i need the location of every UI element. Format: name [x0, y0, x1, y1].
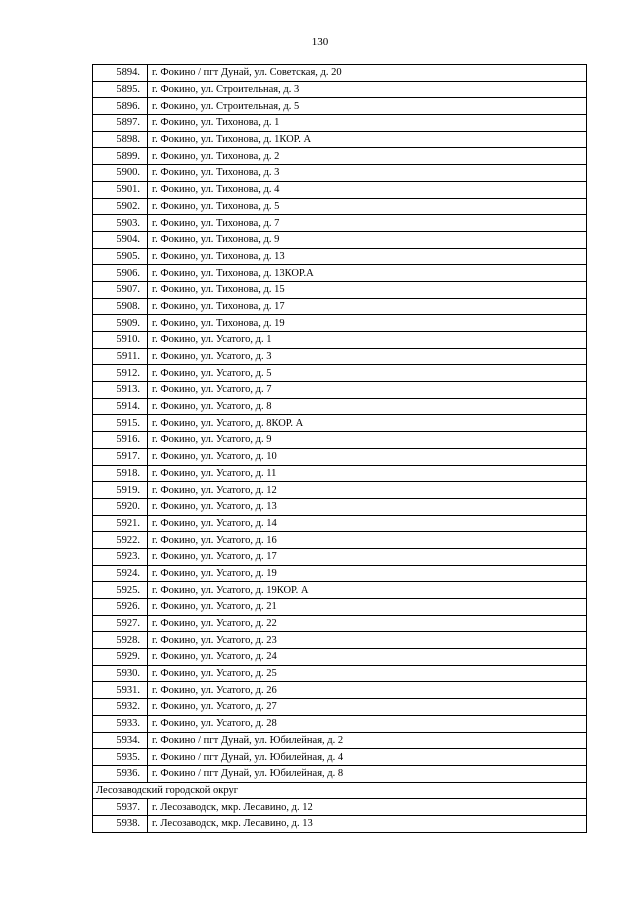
row-address: г. Фокино, ул. Тихонова, д. 7 — [148, 215, 587, 232]
table-row — [93, 482, 587, 499]
table-row — [93, 332, 587, 349]
address-table-body — [93, 65, 587, 833]
row-number: 5928. — [93, 632, 148, 649]
table-row — [93, 582, 587, 599]
table-row — [93, 799, 587, 816]
table-row — [93, 215, 587, 232]
row-number: 5916. — [93, 432, 148, 449]
table-row — [93, 298, 587, 315]
row-number: 5919. — [93, 482, 148, 499]
row-number: 5935. — [93, 749, 148, 766]
row-number: 5897. — [93, 115, 148, 132]
table-row — [93, 465, 587, 482]
row-address: г. Фокино, ул. Строительная, д. 3 — [148, 81, 587, 98]
row-number: 5917. — [93, 448, 148, 465]
table-row — [93, 432, 587, 449]
row-number: 5903. — [93, 215, 148, 232]
row-number: 5898. — [93, 131, 148, 148]
table-row — [93, 565, 587, 582]
row-address: г. Фокино, ул. Тихонова, д. 2 — [148, 148, 587, 165]
table-row — [93, 231, 587, 248]
table-row — [93, 548, 587, 565]
row-address: г. Фокино, ул. Усатого, д. 17 — [148, 548, 587, 565]
table-row — [93, 398, 587, 415]
row-address: г. Фокино, ул. Усатого, д. 8КОР. А — [148, 415, 587, 432]
row-address: г. Фокино, ул. Усатого, д. 9 — [148, 432, 587, 449]
row-address: г. Фокино, ул. Усатого, д. 16 — [148, 532, 587, 549]
row-address: г. Фокино, ул. Усатого, д. 23 — [148, 632, 587, 649]
row-number: 5938. — [93, 815, 148, 832]
row-number: 5926. — [93, 599, 148, 616]
table-row — [93, 315, 587, 332]
row-number: 5925. — [93, 582, 148, 599]
table-row — [93, 732, 587, 749]
table-row — [93, 448, 587, 465]
row-number: 5904. — [93, 231, 148, 248]
table-row — [93, 815, 587, 832]
row-address: г. Фокино, ул. Тихонова, д. 1 — [148, 115, 587, 132]
row-address: г. Фокино, ул. Усатого, д. 24 — [148, 649, 587, 666]
row-number: 5909. — [93, 315, 148, 332]
row-number: 5908. — [93, 298, 148, 315]
row-number: 5931. — [93, 682, 148, 699]
table-row — [93, 599, 587, 616]
page-number: 130 — [311, 36, 329, 48]
row-number: 5937. — [93, 799, 148, 816]
group-header: Лесозаводский городской округ — [93, 782, 587, 799]
table-row — [93, 281, 587, 298]
table-row — [93, 365, 587, 382]
row-address: г. Фокино, ул. Тихонова, д. 17 — [148, 298, 587, 315]
table-row — [93, 715, 587, 732]
row-address: г. Фокино, ул. Усатого, д. 21 — [148, 599, 587, 616]
row-address: г. Фокино, ул. Усатого, д. 11 — [148, 465, 587, 482]
row-number: 5922. — [93, 532, 148, 549]
row-address: г. Фокино, ул. Усатого, д. 19 — [148, 565, 587, 582]
row-address: г. Фокино / пгт Дунай, ул. Советская, д. 20 — [148, 65, 587, 82]
table-row — [93, 649, 587, 666]
table-row — [93, 115, 587, 132]
row-address: г. Фокино, ул. Тихонова, д. 9 — [148, 231, 587, 248]
table-row — [93, 265, 587, 282]
row-address: г. Фокино, ул. Тихонова, д. 5 — [148, 198, 587, 215]
table-row — [93, 165, 587, 182]
table-row — [93, 181, 587, 198]
row-number: 5923. — [93, 548, 148, 565]
row-address: г. Фокино, ул. Тихонова, д. 4 — [148, 181, 587, 198]
row-number: 5915. — [93, 415, 148, 432]
row-number: 5913. — [93, 382, 148, 399]
row-address: г. Фокино, ул. Усатого, д. 7 — [148, 382, 587, 399]
row-number: 5896. — [93, 98, 148, 115]
row-address: г. Фокино, ул. Усатого, д. 25 — [148, 665, 587, 682]
row-number: 5936. — [93, 765, 148, 782]
row-address: г. Фокино, ул. Тихонова, д. 19 — [148, 315, 587, 332]
row-address: г. Фокино, ул. Усатого, д. 26 — [148, 682, 587, 699]
table-row — [93, 665, 587, 682]
table-row — [93, 615, 587, 632]
table-row — [93, 148, 587, 165]
row-number: 5899. — [93, 148, 148, 165]
table-row — [93, 131, 587, 148]
row-address: г. Фокино / пгт Дунай, ул. Юбилейная, д. 8 — [148, 765, 587, 782]
row-number: 5918. — [93, 465, 148, 482]
row-address: г. Фокино, ул. Усатого, д. 1 — [148, 332, 587, 349]
row-address: г. Лесозаводск, мкр. Лесавино, д. 12 — [148, 799, 587, 816]
row-address: г. Лесозаводск, мкр. Лесавино, д. 13 — [148, 815, 587, 832]
table-row — [93, 515, 587, 532]
row-address: г. Фокино, ул. Тихонова, д. 15 — [148, 281, 587, 298]
table-row — [93, 382, 587, 399]
row-number: 5900. — [93, 165, 148, 182]
table-row — [93, 749, 587, 766]
address-table — [92, 64, 587, 833]
table-row — [93, 248, 587, 265]
row-number: 5920. — [93, 498, 148, 515]
row-address: г. Фокино, ул. Тихонова, д. 1КОР. А — [148, 131, 587, 148]
table-row — [93, 98, 587, 115]
row-address: г. Фокино, ул. Усатого, д. 10 — [148, 448, 587, 465]
row-number: 5924. — [93, 565, 148, 582]
row-number: 5927. — [93, 615, 148, 632]
row-address: г. Фокино, ул. Тихонова, д. 13КОР.А — [148, 265, 587, 282]
row-address: г. Фокино / пгт Дунай, ул. Юбилейная, д. 4 — [148, 749, 587, 766]
row-number: 5895. — [93, 81, 148, 98]
table-row — [93, 81, 587, 98]
row-address: г. Фокино, ул. Усатого, д. 3 — [148, 348, 587, 365]
row-number: 5921. — [93, 515, 148, 532]
row-address: г. Фокино, ул. Усатого, д. 19КОР. А — [148, 582, 587, 599]
row-address: г. Фокино, ул. Усатого, д. 13 — [148, 498, 587, 515]
table-row — [93, 699, 587, 716]
row-number: 5933. — [93, 715, 148, 732]
row-number: 5910. — [93, 332, 148, 349]
table-row — [93, 198, 587, 215]
row-address: г. Фокино, ул. Усатого, д. 5 — [148, 365, 587, 382]
row-number: 5902. — [93, 198, 148, 215]
row-number: 5929. — [93, 649, 148, 666]
row-address: г. Фокино, ул. Тихонова, д. 13 — [148, 248, 587, 265]
row-address: г. Фокино, ул. Строительная, д. 5 — [148, 98, 587, 115]
row-address: г. Фокино, ул. Усатого, д. 27 — [148, 699, 587, 716]
table-row — [93, 65, 587, 82]
row-address: г. Фокино / пгт Дунай, ул. Юбилейная, д. 2 — [148, 732, 587, 749]
row-address: г. Фокино, ул. Усатого, д. 12 — [148, 482, 587, 499]
table-row — [93, 498, 587, 515]
row-number: 5914. — [93, 398, 148, 415]
table-row — [93, 632, 587, 649]
row-address: г. Фокино, ул. Усатого, д. 8 — [148, 398, 587, 415]
table-row — [93, 765, 587, 782]
table-row — [93, 682, 587, 699]
row-number: 5901. — [93, 181, 148, 198]
row-address: г. Фокино, ул. Усатого, д. 28 — [148, 715, 587, 732]
row-number: 5906. — [93, 265, 148, 282]
row-number: 5907. — [93, 281, 148, 298]
row-address: г. Фокино, ул. Тихонова, д. 3 — [148, 165, 587, 182]
row-address: г. Фокино, ул. Усатого, д. 22 — [148, 615, 587, 632]
row-number: 5934. — [93, 732, 148, 749]
row-number: 5912. — [93, 365, 148, 382]
row-number: 5911. — [93, 348, 148, 365]
table-row — [93, 532, 587, 549]
row-number: 5905. — [93, 248, 148, 265]
row-number: 5932. — [93, 699, 148, 716]
row-address: г. Фокино, ул. Усатого, д. 14 — [148, 515, 587, 532]
table-row — [93, 348, 587, 365]
row-number: 5894. — [93, 65, 148, 82]
row-number: 5930. — [93, 665, 148, 682]
table-row — [93, 415, 587, 432]
group-header-row — [93, 782, 587, 799]
